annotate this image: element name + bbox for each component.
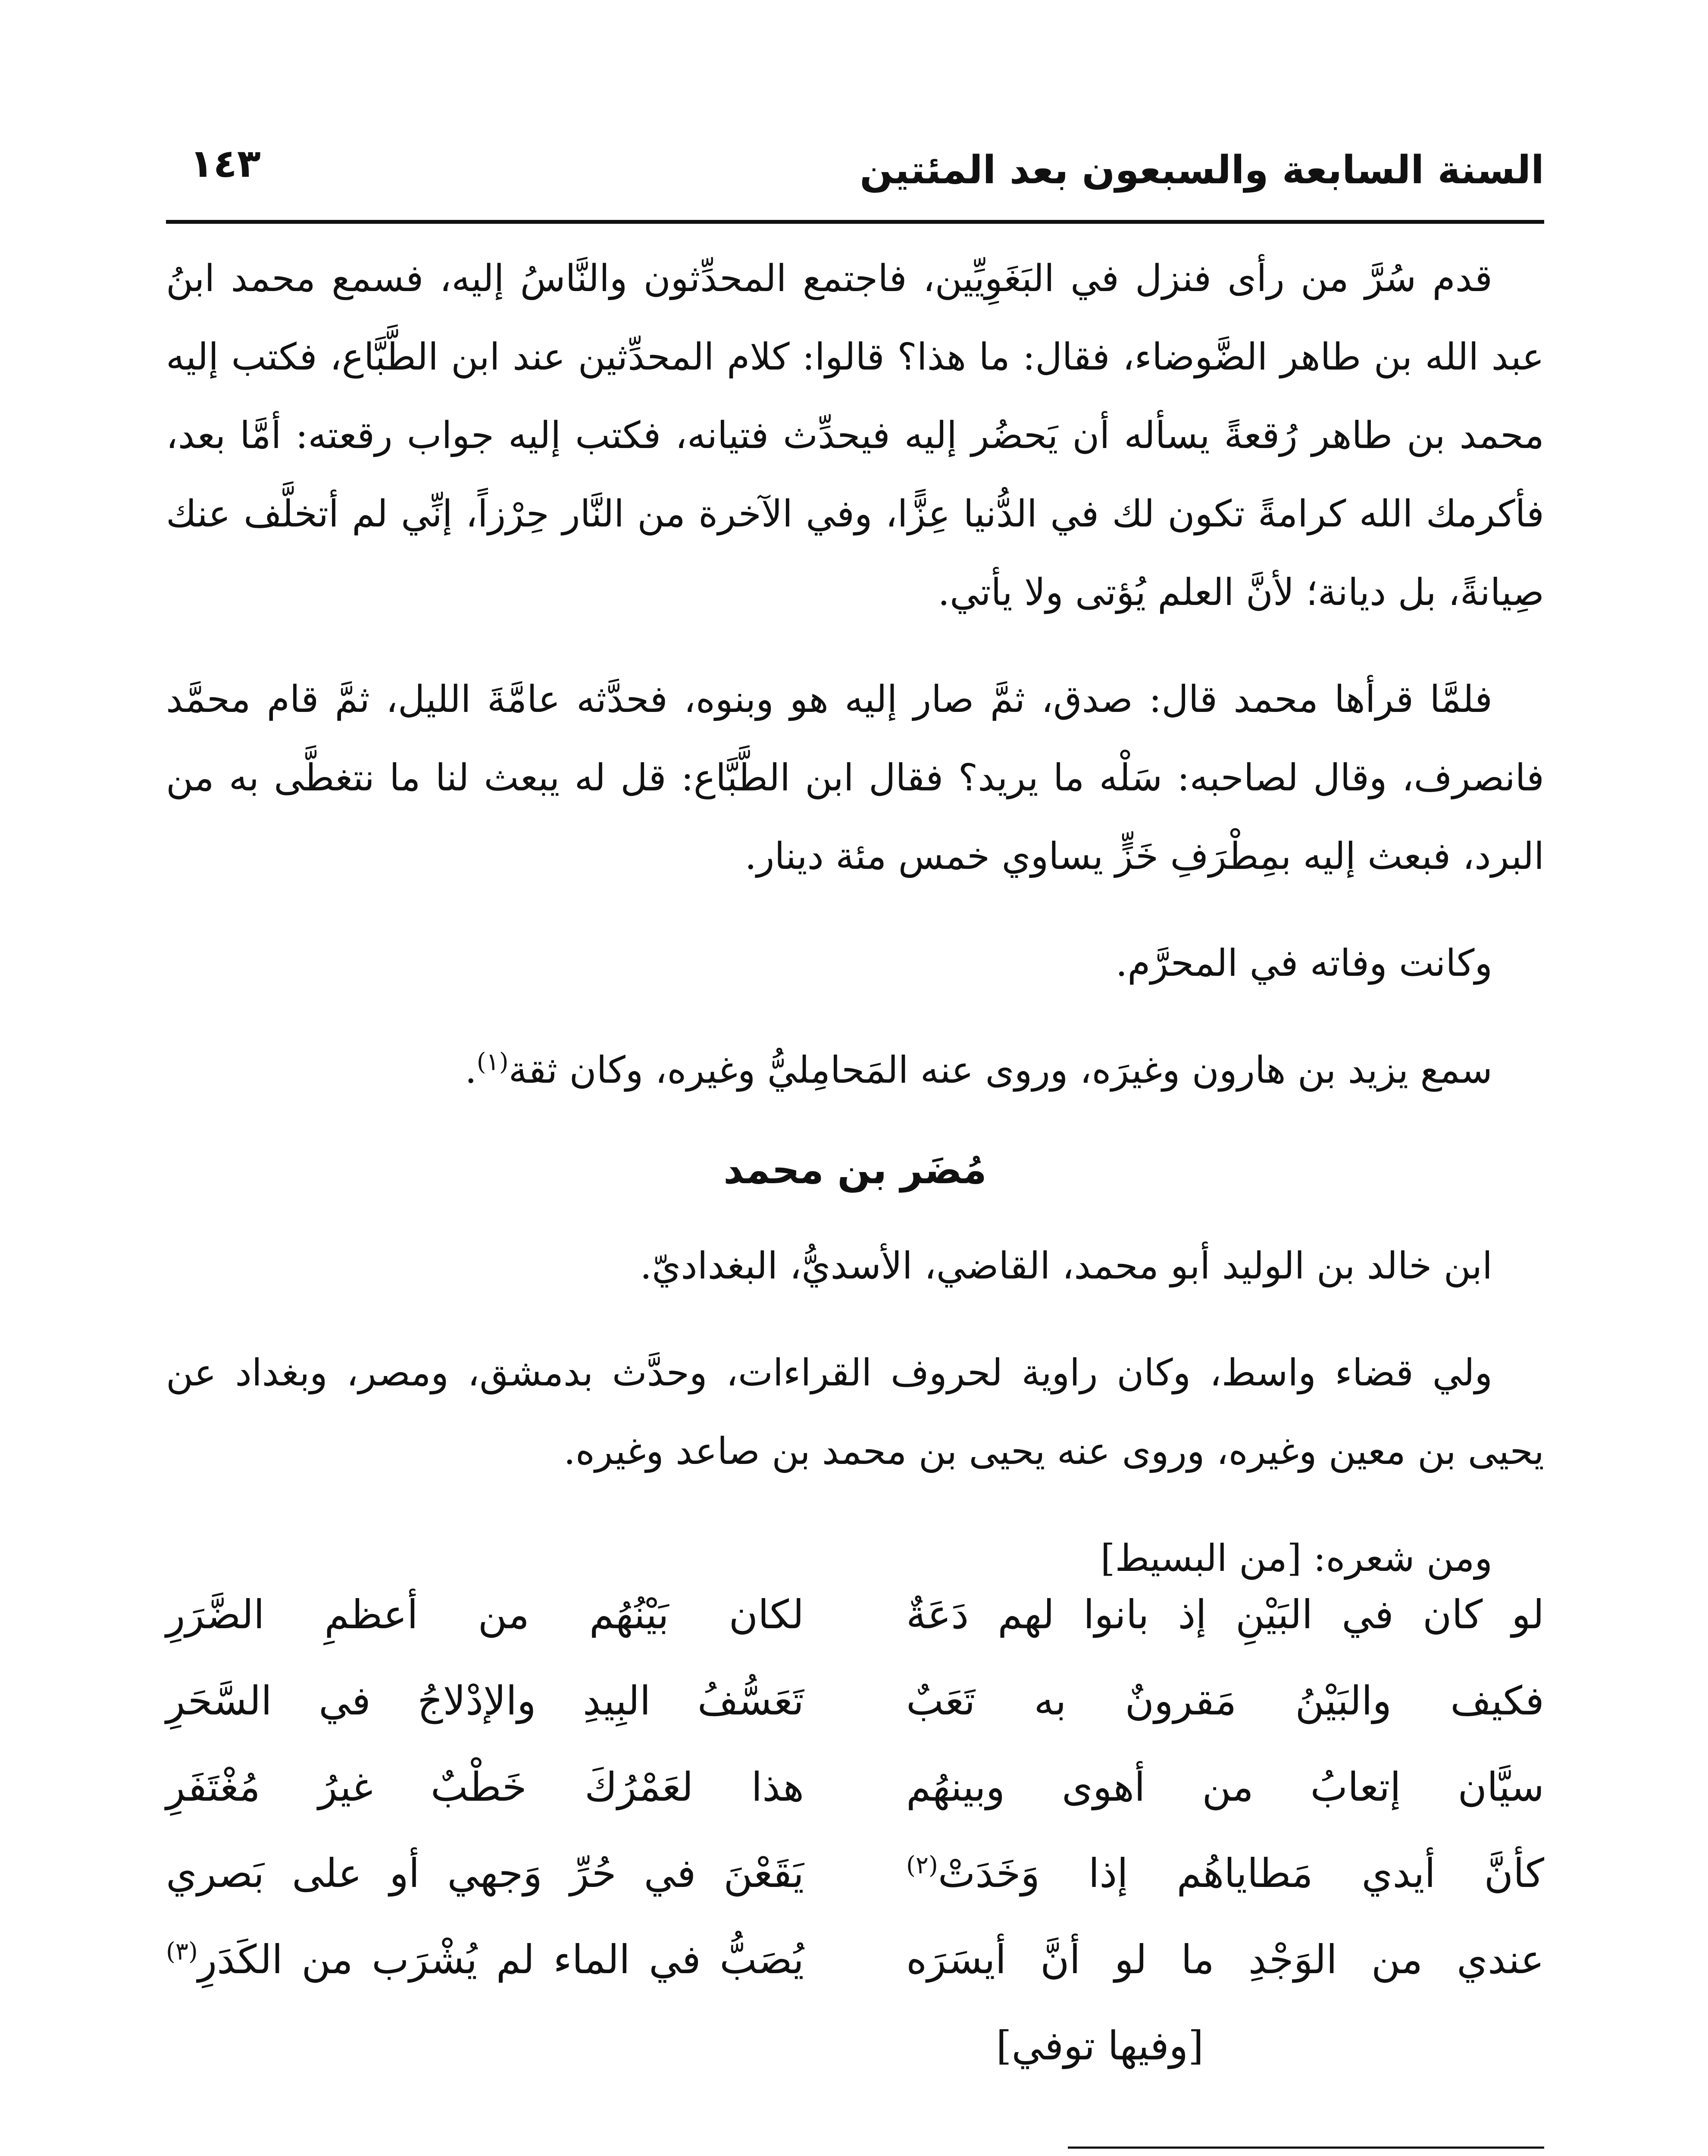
hemistich-text: يُصَبُّ في الماء لم يُشْرَب من الكَدَرِ <box>197 1937 804 1983</box>
poem-verse <box>166 1917 1544 2003</box>
hemistich-text: كأنَّ أيدي مَطاياهُم إذا وَخَدَتْ <box>938 1850 1544 1896</box>
main-text <box>166 239 1544 1613</box>
poem-second-hemistich: لكان بَيْنُهُم من أعظمِ الضَّرَرِ <box>166 1592 804 1638</box>
paragraph: وكانت وفاته في المحرَّم. <box>1115 942 1492 985</box>
narration-text: سمع يزيد بن هارون وغيرَه، وروى عنه المَحامِليُّ وغيره، وكان ثقة <box>508 1049 1492 1092</box>
running-header-title: السنة السابعة والسبعون بعد المئتين <box>860 147 1544 193</box>
poem-verse <box>166 1830 1544 1917</box>
poem <box>166 1572 1544 2089</box>
poem-second-hemistich <box>166 1917 804 2003</box>
narration-paragraph: سمع يزيد بن هارون وغيرَه، وروى عنه المَحامِليُّ وغيره، وكان ثقة$^{(١)}$. <box>465 1048 1492 1092</box>
poem-first-hemistich: عندي من الوَجْدِ ما لو أنَّ أيسَرَه <box>906 1937 1544 1983</box>
poem-first-hemistich: سيَّان إتعابُ من أهوى وبينهُم <box>906 1764 1544 1810</box>
footnote-ref-1: (١) <box>476 1048 509 1076</box>
poem-first-hemistich: فكيف والبَيْنُ مَقرونٌ به تَعَبٌ <box>906 1678 1544 1724</box>
footnote-ref-3: (٣) <box>166 1937 198 1966</box>
page-number: ١٤٣ <box>190 141 261 186</box>
poem-first-hemistich: لو كان في البَيْنِ إذ بانوا لهم دَعَةٌ <box>906 1592 1544 1638</box>
poem-intro: ومن شعره: [من البسيط] <box>1100 1537 1492 1580</box>
paragraph: قدم سُرَّ من رأى فنزل في البَغَوِيِّين، فاجتمع المحدِّثون والنَّاسُ إليه، فسمع محمد ابنُ عبد الله بن طاهر الضَّوضاء، فقال: ما هذا؟ قالوا: كلام المحدِّثين عند ابن الطَّبَّاع، فكتب إليه محمد بن طاهر رُقعةً يسأله أن يَحضُر إليه فيحدِّث فتيانه، فكتب إليه جواب رقعته: أمَّا بعد، فأكرمك الله كرامةً تكون لك في الدُّنيا عِزًّا، وفي الآخرة من النَّار حِرْزاً، إنِّي لم أتخلَّف عنك صِيانةً، بل ديانة؛ لأنَّ العلم يُؤتى ولا يأتي. <box>166 257 1544 614</box>
section-title: مُضَر بن محمد <box>723 1147 987 1193</box>
header-rule <box>166 220 1544 224</box>
paragraph: فلمَّا قرأها محمد قال: صدق، ثمَّ صار إليه هو وبنوه، فحدَّثه عامَّةَ الليل، ثمَّ قام محمَّد فانصرف، وقال لصاحبه: سَلْه ما يريد؟ فقال ابن الطَّبَّاع: قل له يبعث لنا ما نتغطَّى به من البرد، فبعث إليه بمِطْرَفِ خَزٍّ يساوي خمس مئة دينار. <box>166 678 1544 878</box>
closing-note: [وفيها توفي] <box>996 2023 1204 2069</box>
poem-first-hemistich <box>906 1830 1544 1917</box>
footnote-rule <box>1068 2147 1544 2149</box>
footnote-ref-2: (٢) <box>906 1851 938 1880</box>
bio-paragraph: ولي قضاء واسط، وكان راوية لحروف القراءات، وحدَّث بدمشق، ومصر، وبغداد عن يحيى بن معين وغيره، وروى عنه يحيى بن محمد بن صاعد وغيره. <box>166 1351 1544 1473</box>
poem-second-hemistich: هذا لعَمْرُكَ خَطْبٌ غيرُ مُغْتَفَرِ <box>166 1764 804 1810</box>
poem-verse <box>166 1572 1544 1658</box>
poem-verse <box>166 1658 1544 1744</box>
poem-second-hemistich: تَعَسُّفُ البِيدِ والإدْلاجُ في السَّحَرِ <box>166 1678 804 1724</box>
poem-second-hemistich: يَقَعْنَ في حُرِّ وَجهي أو على بَصري <box>166 1850 804 1896</box>
bio-paragraph: ابن خالد بن الوليد أبو محمد، القاضي، الأسديُّ، البغداديّ. <box>640 1244 1492 1288</box>
poem-verse <box>166 1744 1544 1830</box>
